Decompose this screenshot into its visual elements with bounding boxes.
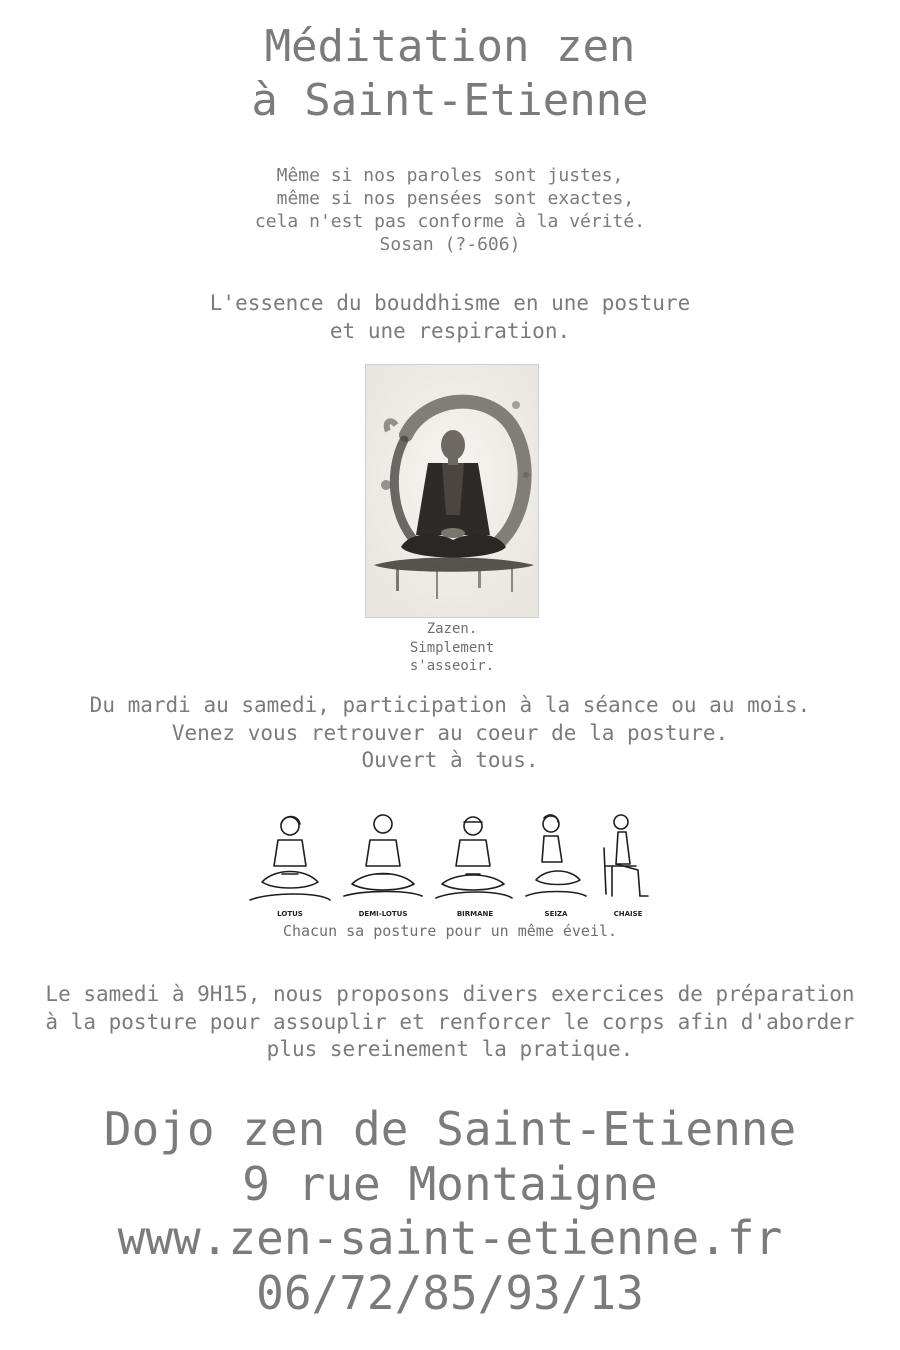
title-line-1: Méditation zen <box>264 21 636 72</box>
posture-label-seiza: SEIZA <box>544 910 568 918</box>
lotus-figure <box>250 817 330 901</box>
birmane-figure <box>436 817 512 898</box>
caption-line-1: Zazen. <box>426 621 478 637</box>
postures-illustration <box>240 800 664 924</box>
dojo-website: www.zen-saint-etienne.fr <box>117 1211 783 1265</box>
posture-label-chaise: CHAISE <box>613 910 643 918</box>
posture-label-demi-lotus: DEMI-LOTUS <box>358 910 408 918</box>
saturday-line-3: plus sereinement la pratique. <box>266 1037 634 1061</box>
essence-statement <box>0 289 900 345</box>
essence-line-1: L'essence du bouddhisme en une posture <box>209 291 691 315</box>
chaise-figure <box>604 815 648 896</box>
demi-lotus-figure <box>344 815 422 896</box>
sosan-quote <box>0 164 900 256</box>
saturday-line-1: Le samedi à 9H15, nous proposons divers exercices de préparation <box>45 982 855 1006</box>
quote-line-3: cela n'est pas conforme à la vérité. <box>254 211 646 232</box>
quote-line-2: même si nos pensées sont exactes, <box>265 188 635 209</box>
dojo-phone: 06/72/85/93/13 <box>256 1265 644 1320</box>
monk-illustration <box>366 365 539 618</box>
seiza-figure <box>526 815 586 896</box>
posture-label-birmane: BIRMANE <box>456 910 494 918</box>
saturday-line-2: à la posture pour assouplir et renforcer le corps afin d'aborder <box>45 1009 855 1034</box>
schedule-line-2: Venez vous retrouver au coeur de la posture. <box>171 720 729 745</box>
caption-line-3: s'asseoir. <box>409 658 495 674</box>
quote-author: Sosan (?-606) <box>379 234 521 255</box>
page-title <box>0 20 900 128</box>
posture-label-lotus: LOTUS <box>277 910 303 918</box>
schedule-line-3: Ouvert à tous. <box>361 748 539 772</box>
essence-line-2: et une respiration. <box>329 319 571 343</box>
saturday-exercises-text <box>0 981 900 1064</box>
dojo-contact-block <box>0 1102 900 1320</box>
postures-caption: Chacun sa posture pour un même éveil. <box>282 922 618 940</box>
meditating-monk-image <box>365 364 539 618</box>
dojo-address: 9 rue Montaigne <box>242 1156 658 1211</box>
title-line-2: à Saint-Etienne <box>251 75 649 126</box>
schedule-text <box>0 692 900 775</box>
quote-line-1: Même si nos paroles sont justes, <box>276 165 624 186</box>
schedule-line-1: Du mardi au samedi, participation à la séance ou au mois. <box>89 693 811 717</box>
caption-line-2: Simplement <box>409 639 495 656</box>
postures-figures <box>240 800 664 924</box>
dojo-name: Dojo zen de Saint-Etienne <box>103 1102 797 1156</box>
monk-image-caption <box>350 620 554 676</box>
